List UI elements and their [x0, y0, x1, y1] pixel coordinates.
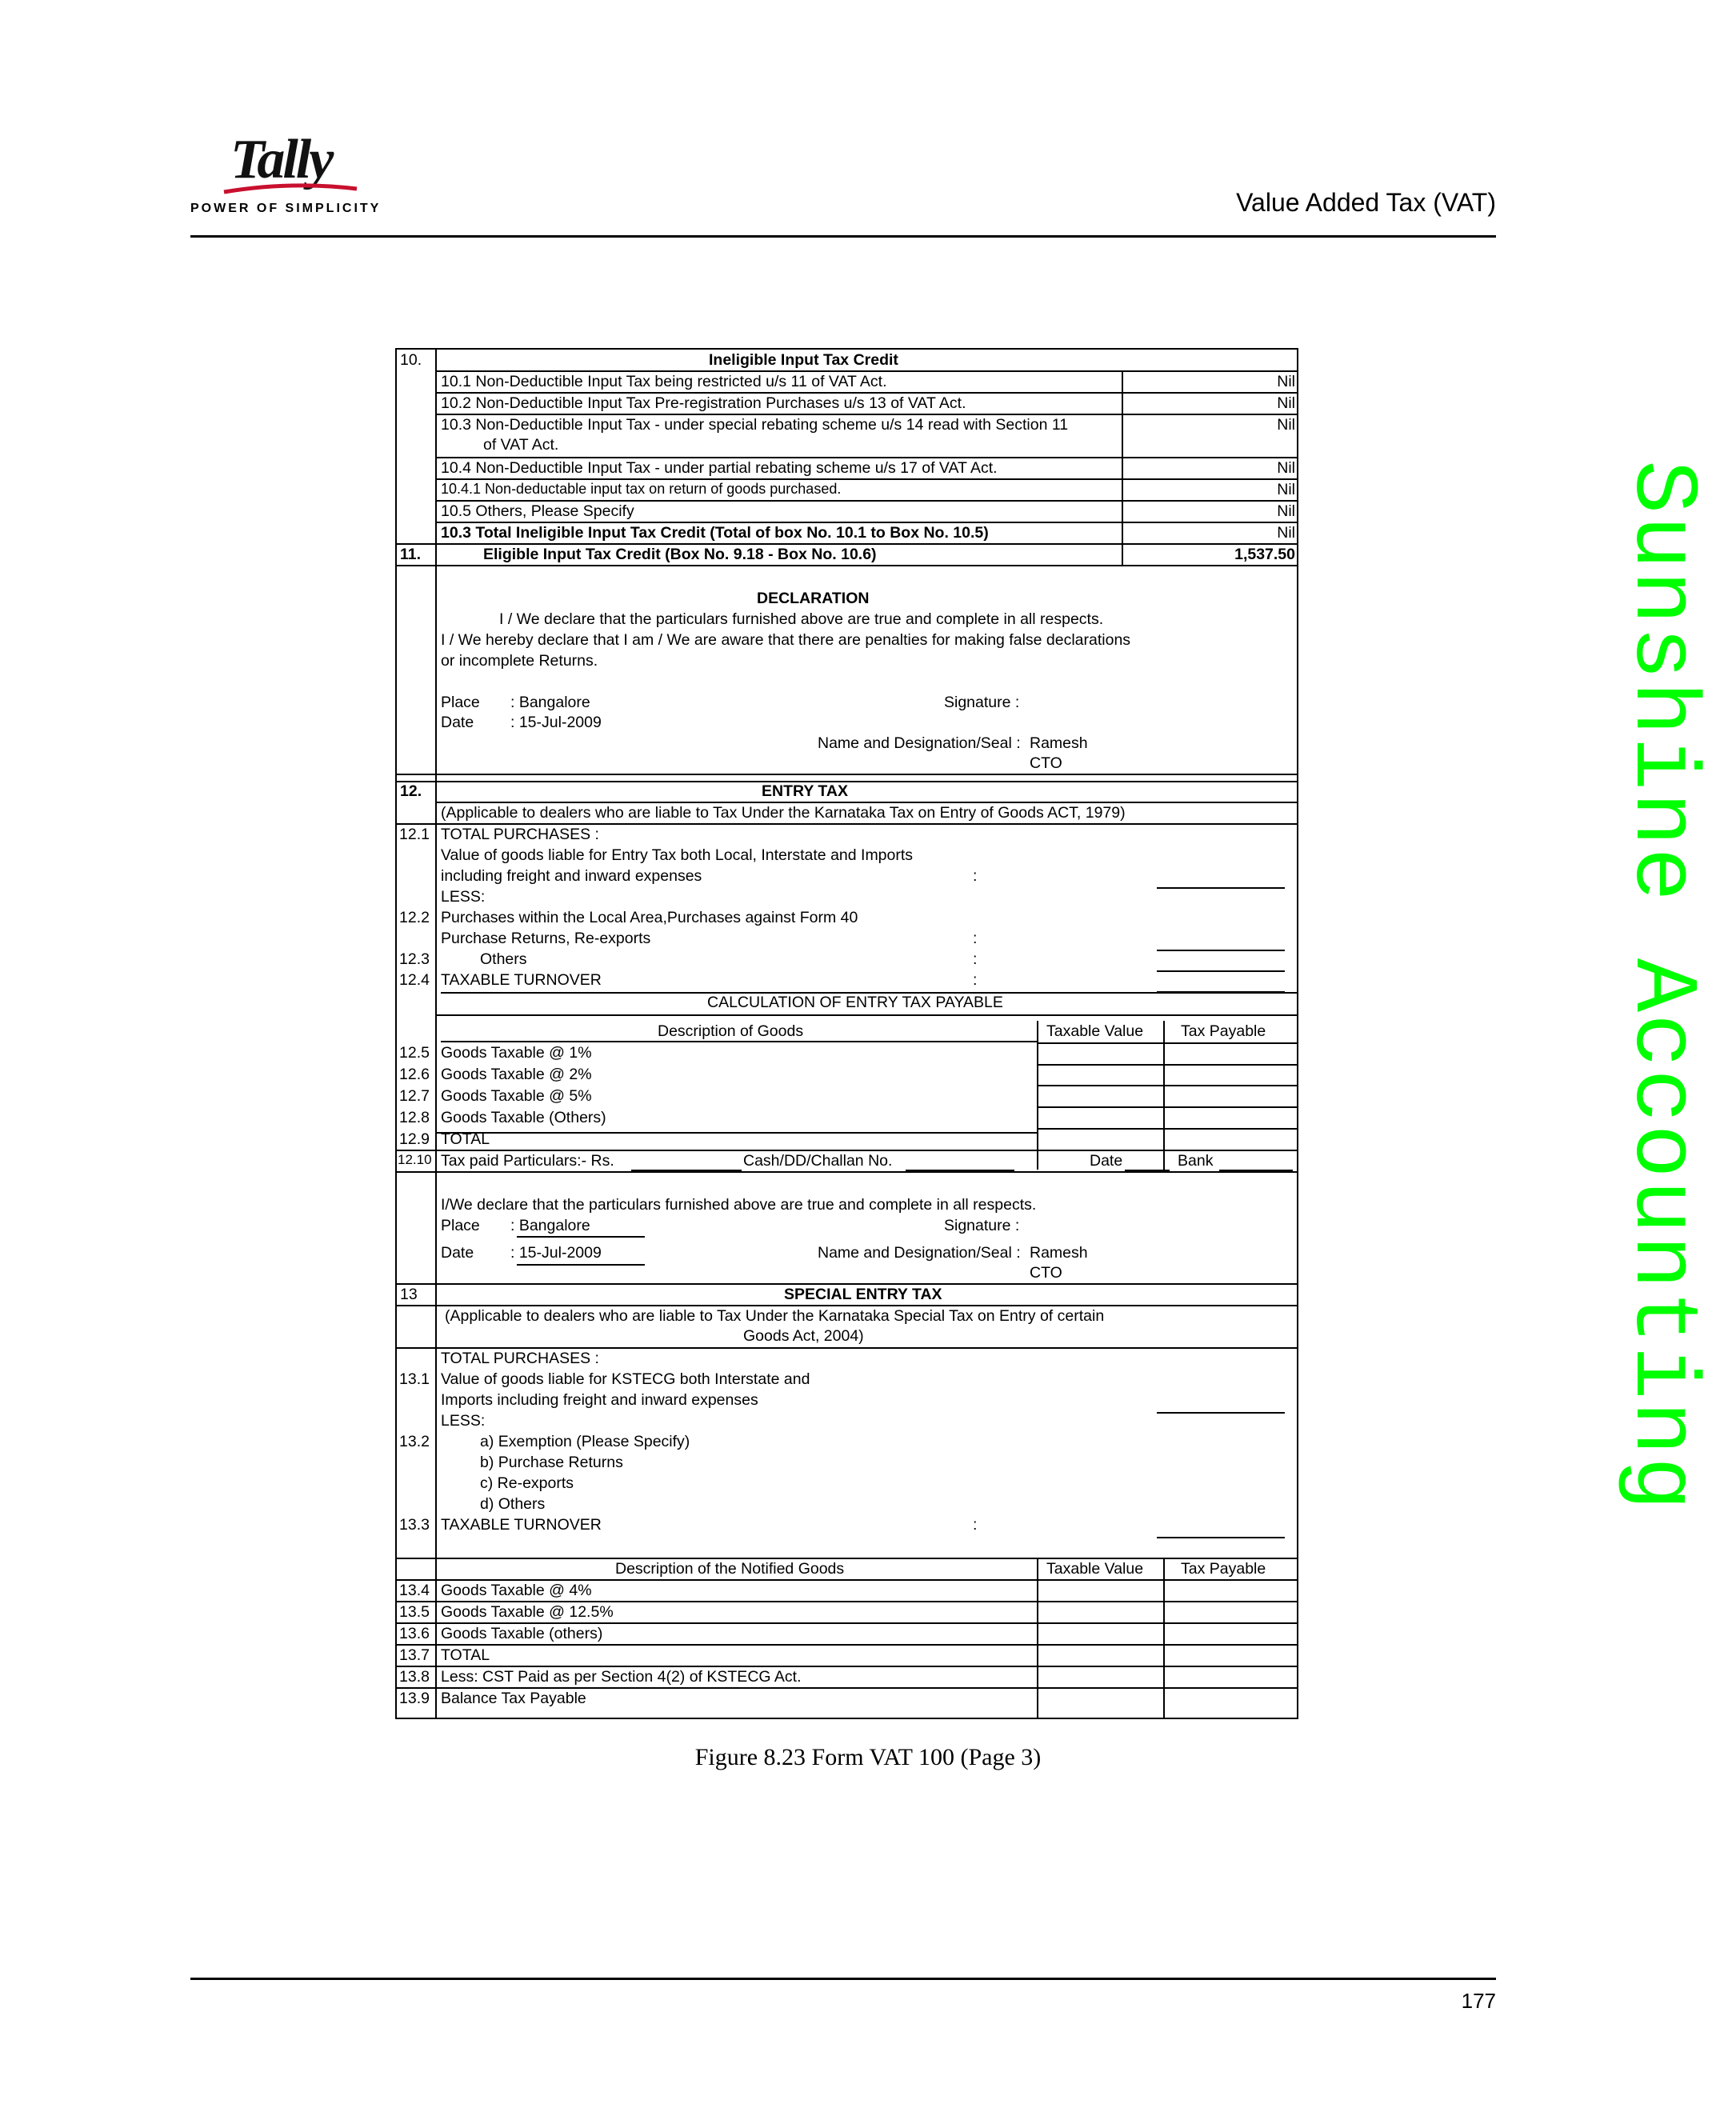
s13-7-num: 13.7: [399, 1646, 430, 1664]
s11-value: 1,537.50: [1234, 546, 1295, 563]
s12-place-label: Place: [441, 1217, 480, 1234]
s11-label: Eligible Input Tax Credit (Box No. 9.18 - Box No. 10.6): [483, 546, 877, 563]
s12-purchases-blank: [1157, 950, 1285, 951]
s13-5-label: Goods Taxable @ 12.5%: [441, 1603, 614, 1621]
s12-col-description: Description of Goods: [658, 1022, 804, 1040]
s13-7-label: TOTAL: [441, 1646, 490, 1664]
s12-declaration: I/We declare that the particulars furnished above are true and complete in all respects.: [441, 1196, 1037, 1214]
s12-subtitle: (Applicable to dealers who are liable to Tax Under the Karnataka Tax on Entry of Goods ACT, 1979): [441, 804, 1126, 822]
s12-col-taxable-value: Taxable Value: [1046, 1022, 1144, 1040]
declaration-line-3: or incomplete Returns.: [441, 652, 598, 670]
s12-8-label: Goods Taxable (Others): [441, 1109, 606, 1126]
s12-purchases-line-1: Purchases within the Local Area,Purchases against Form 40: [441, 909, 858, 926]
s10-row-4-label: 10.4 Non-Deductible Input Tax - under partial rebating scheme u/s 17 of VAT Act.: [441, 459, 998, 477]
s12-value-line-1: Value of goods liable for Entry Tax both Local, Interstate and Imports: [441, 846, 914, 864]
s12-9-num: 12.9: [399, 1130, 430, 1148]
s10-row-5-value: Nil: [1277, 481, 1295, 498]
footer-rule: [190, 1978, 1496, 1980]
s12-place: : Bangalore: [510, 1217, 590, 1234]
s12-name: Ramesh: [1030, 1244, 1088, 1262]
declaration-designation: CTO: [1030, 754, 1062, 772]
s13-col-tax-payable: Tax Payable: [1181, 1560, 1266, 1578]
s12-designation: CTO: [1030, 1264, 1062, 1282]
s12-2-num: 12.2: [399, 909, 430, 926]
s13-4-num: 13.4: [399, 1582, 430, 1599]
s13-9-label: Balance Tax Payable: [441, 1690, 586, 1707]
s10-row-3-label-cont: of VAT Act.: [483, 436, 559, 454]
s10-row-4-value: Nil: [1277, 459, 1295, 477]
s12-3-num: 12.3: [399, 950, 430, 968]
s13-8-label: Less: CST Paid as per Section 4(2) of KSTECG Act.: [441, 1668, 802, 1686]
s12-colon-2: :: [973, 930, 978, 947]
s13-total-purchases: TOTAL PURCHASES :: [441, 1350, 599, 1367]
declaration-date: : 15-Jul-2009: [510, 714, 602, 731]
declaration-signature: Signature :: [944, 694, 1020, 711]
s12-colon-4: :: [973, 971, 978, 989]
s12-num: 12.: [400, 782, 422, 800]
s12-total-purchases: TOTAL PURCHASES :: [441, 826, 599, 843]
s13-num: 13: [400, 1286, 418, 1303]
s12-tax-paid-label: Tax paid Particulars:- Rs.: [441, 1152, 614, 1170]
s12-bank-label: Bank: [1178, 1152, 1214, 1170]
s10-num: 10.: [400, 351, 422, 369]
s13-value-blank: [1157, 1412, 1285, 1414]
s12-7-label: Goods Taxable @ 5%: [441, 1087, 592, 1105]
s12-7-num: 12.7: [399, 1087, 430, 1105]
s12-signature: Signature :: [944, 1217, 1020, 1234]
s12-value-line-2: including freight and inward expenses: [441, 867, 702, 885]
s12-others: Others: [480, 950, 527, 968]
s12-5-label: Goods Taxable @ 1%: [441, 1044, 592, 1062]
s13-exemption: a) Exemption (Please Specify): [480, 1433, 690, 1450]
declaration-line-2: I / We hereby declare that I am / We are aware that there are penalties for making false declarations: [441, 631, 1131, 649]
s12-5-num: 12.5: [399, 1044, 430, 1062]
s12-title: ENTRY TAX: [762, 782, 848, 800]
s13-3-num: 13.3: [399, 1516, 430, 1534]
header-rule: [190, 235, 1496, 238]
chapter-title: Value Added Tax (VAT): [1236, 188, 1496, 217]
s12-10-num: 12.10: [398, 1152, 432, 1167]
s13-value-line-2: Imports including freight and inward expenses: [441, 1391, 758, 1409]
s10-row-1-value: Nil: [1277, 373, 1295, 390]
s12-date-label: Date: [1090, 1152, 1123, 1170]
form-vat-100-page-3: [395, 348, 1298, 1719]
page-number: 177: [1461, 1989, 1496, 2013]
s13-subtitle-2: Goods Act, 2004): [743, 1327, 864, 1345]
s10-row-2-value: Nil: [1277, 394, 1295, 412]
s13-re-exports: c) Re-exports: [480, 1474, 574, 1492]
declaration-place: : Bangalore: [510, 694, 590, 711]
s10-row-6-label: 10.5 Others, Please Specify: [441, 502, 634, 520]
s13-colon: :: [973, 1516, 978, 1534]
watermark: Sunshine Accounting: [1610, 460, 1712, 1513]
s13-4-label: Goods Taxable @ 4%: [441, 1582, 592, 1599]
s12-purchases-line-2: Purchase Returns, Re-exports: [441, 930, 651, 947]
s13-col-description: Description of the Notified Goods: [615, 1560, 845, 1578]
s12-date-label-2: Date: [441, 1244, 474, 1262]
s10-row-2-label: 10.2 Non-Deductible Input Tax Pre-registration Purchases u/s 13 of VAT Act.: [441, 394, 966, 412]
s12-value-blank: [1157, 887, 1285, 889]
s13-title: SPECIAL ENTRY TAX: [784, 1286, 942, 1303]
s13-9-num: 13.9: [399, 1690, 430, 1707]
s10-row-6-value: Nil: [1277, 502, 1295, 520]
logo-word: Tally: [230, 129, 332, 190]
s10-row-5-label: 10.4.1 Non-deductable input tax on return of goods purchased.: [441, 481, 842, 497]
s13-others: d) Others: [480, 1495, 546, 1513]
s12-6-num: 12.6: [399, 1066, 430, 1083]
logo-swoosh-icon: [222, 184, 358, 195]
declaration-name: Ramesh: [1030, 734, 1088, 752]
s13-subtitle-1: (Applicable to dealers who are liable to Tax Under the Karnataka Special Tax on Entry of certain: [445, 1307, 1105, 1325]
s10-total-value: Nil: [1277, 524, 1295, 542]
s12-8-num: 12.8: [399, 1109, 430, 1126]
s13-less: LESS:: [441, 1412, 486, 1430]
declaration-title: DECLARATION: [757, 590, 870, 607]
s12-taxable-turnover: TAXABLE TURNOVER: [441, 971, 602, 989]
logo-tagline: POWER OF SIMPLICITY: [190, 202, 382, 215]
declaration-line-1: I / We declare that the particulars furnished above are true and complete in all respects.: [499, 610, 1104, 628]
declaration-date-label: Date: [441, 714, 474, 731]
s13-turnover-blank: [1157, 1537, 1285, 1538]
s13-8-num: 13.8: [399, 1668, 430, 1686]
s12-less: LESS:: [441, 888, 486, 906]
s13-col-taxable-value: Taxable Value: [1046, 1560, 1144, 1578]
s12-cash-label: Cash/DD/Challan No.: [743, 1152, 893, 1170]
s12-name-label: Name and Designation/Seal :: [818, 1244, 1021, 1262]
s10-row-3-value: Nil: [1277, 416, 1295, 434]
s12-date: : 15-Jul-2009: [510, 1244, 602, 1262]
s13-6-num: 13.6: [399, 1625, 430, 1642]
s13-5-num: 13.5: [399, 1603, 430, 1621]
s13-value-line-1: Value of goods liable for KSTECG both Interstate and: [441, 1370, 810, 1388]
s13-purchase-returns: b) Purchase Returns: [480, 1454, 623, 1471]
s10-title: Ineligible Input Tax Credit: [709, 351, 898, 369]
s12-col-tax-payable: Tax Payable: [1181, 1022, 1266, 1040]
s13-taxable-turnover: TAXABLE TURNOVER: [441, 1516, 602, 1534]
figure-caption: Figure 8.23 Form VAT 100 (Page 3): [694, 1744, 1042, 1770]
s10-row-3-label: 10.3 Non-Deductible Input Tax - under special rebating scheme u/s 14 read with Section 11: [441, 416, 1069, 434]
s12-colon-3: :: [973, 950, 978, 968]
s12-9-label: TOTAL: [441, 1130, 490, 1148]
s10-total-label: 10.3 Total Ineligible Input Tax Credit (Total of box No. 10.1 to Box No. 10.5): [441, 524, 989, 542]
s12-colon-1: :: [973, 867, 978, 885]
s12-6-label: Goods Taxable @ 2%: [441, 1066, 592, 1083]
declaration-place-label: Place: [441, 694, 480, 711]
tally-logo: [190, 128, 382, 216]
s12-others-blank: [1157, 970, 1285, 972]
s12-4-num: 12.4: [399, 971, 430, 989]
s10-row-1-label: 10.1 Non-Deductible Input Tax being restricted u/s 11 of VAT Act.: [441, 373, 887, 390]
declaration-name-label: Name and Designation/Seal :: [818, 734, 1021, 752]
s13-1-num: 13.1: [399, 1370, 430, 1388]
s13-2-num: 13.2: [399, 1433, 430, 1450]
s11-num: 11.: [400, 546, 422, 563]
s12-calc-title: CALCULATION OF ENTRY TAX PAYABLE: [707, 994, 1003, 1011]
s12-1-num: 12.1: [399, 826, 430, 843]
s13-6-label: Goods Taxable (others): [441, 1625, 603, 1642]
